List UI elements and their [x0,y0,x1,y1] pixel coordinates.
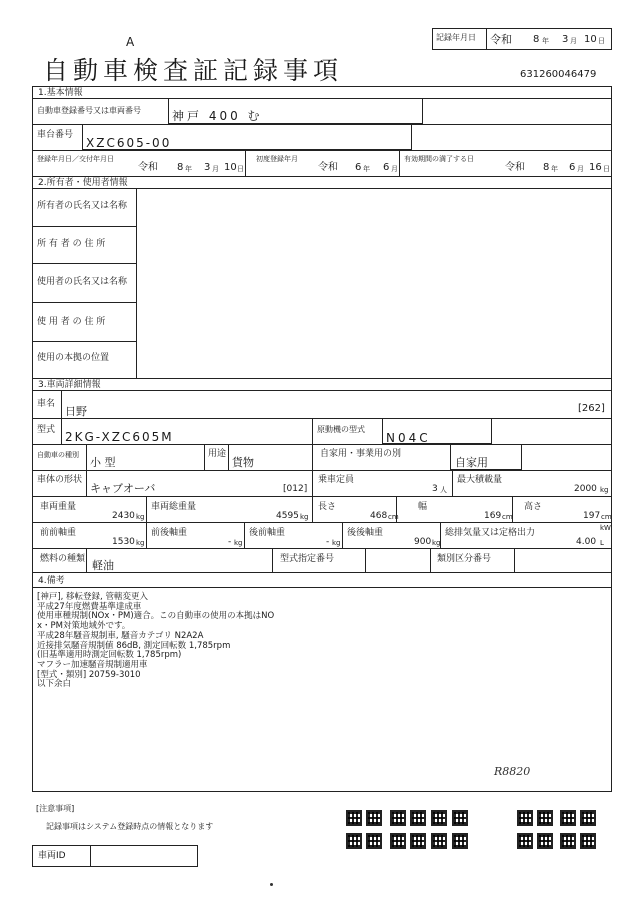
private-commercial-value: 自家用 [455,456,488,469]
notice-text: 記録事項はシステム登録時点の情報となります [46,822,214,831]
qr-code [346,810,362,826]
class-number-label: 類別区分番号 [437,554,492,564]
fuel-label: 燃料の種類 [40,554,86,564]
vehicle-kind-label: 自動車の種別 [37,451,79,459]
use-label: 用途 [208,449,227,459]
base-location-label: 使用の本拠の位置 [37,353,110,363]
section1-heading: 1.基本情報 [38,88,83,98]
remark-line: (旧基準適用時測定回転数 1,785rpm) [37,650,182,661]
record-date-month: 3 [562,34,569,45]
remark-line: [型式・類別] 20759-3010 [37,669,141,680]
remark-line: マフラー加速騒音規制適用車 [37,659,148,670]
qr-code [431,810,447,826]
reg-number-value: 神戸 400 む [172,109,263,123]
qr-code [410,833,426,849]
qr-code [537,833,553,849]
gross-weight-label: 車両総重量 [151,502,197,512]
qr-code [366,810,382,826]
front-front-axle-value: 1530 [112,537,135,547]
car-name-label: 車名 [37,399,56,409]
width-value: 169 [484,511,502,521]
height-label: 高さ [524,502,543,512]
user-address-label: 使 用 者 の 住 所 [37,317,106,327]
vehicle-id-label: 車両ID [38,851,66,861]
qr-code [410,810,426,826]
expiry-era: 令和 [505,162,525,173]
remark-line: x・PM対策地域外です。 [37,621,131,632]
model-label: 型式 [37,425,56,435]
length-value: 468 [370,511,388,521]
max-load-label: 最大積載量 [457,475,503,485]
max-load-value: 2000 [574,484,597,494]
remark-line: 以下余白 [37,679,72,690]
vehicle-weight-value: 2430 [112,511,135,521]
owner-address-label: 所 有 者 の 住 所 [37,239,106,249]
chassis-number-value: XZC605-00 [86,136,172,150]
height-value: 197 [583,511,601,521]
record-date-era: 令和 [490,33,512,46]
qr-code [517,833,533,849]
fuel-value: 軽油 [92,559,114,572]
reg-date-era: 令和 [138,162,158,173]
gross-weight-value: 4595 [276,511,299,521]
capacity-value: 3 [432,484,438,494]
record-date-day: 10 [584,34,597,45]
qr-code [346,833,362,849]
private-commercial-label: 自家用・事業用の別 [320,449,402,459]
handwritten-note: R8820 [494,765,531,778]
document-number: 631260046479 [520,69,597,80]
qr-code [452,833,468,849]
notice-heading: [注意事項] [36,804,75,813]
header-mark: A [126,35,135,49]
record-date-year: 8 [533,34,540,45]
displacement-label: 総排気量又は定格出力 [445,528,536,538]
qr-code [560,810,576,826]
model-value: 2KG-XZC605M [65,430,174,444]
record-date-label: 記録年月日 [436,33,476,42]
qr-code [390,833,406,849]
front-front-axle-label: 前前軸重 [40,528,77,538]
type-designation-label: 型式指定番号 [280,554,335,564]
front-rear-axle-value: - [228,537,232,547]
qr-code [537,810,553,826]
owner-name-label: 所有者の氏名又は名称 [37,201,128,211]
page: A 自動車検査証記録事項 記録年月日 令和 8 年 3 月 10 日 631260046479 1.基本情報 自動車登録番号又は車両番号 神戸 400 む 車台番号 XZC605-00 登録年月日／交付年月日 令和 8 年 3 月 10 日 初度登録年月 令和 6 年 6 月 有効期間の満了する日 令和 8 年 6 月 16 日 2.所有者・使用者情報 所有者の氏名又は名称 所 有 者 の 住 所 使用者の氏名又は名称 使 用 者 の 住 所 使用の本拠の位置 3.車両詳細情報 車名 日野 [262] 型式 2KG-XZC605M 原動機の型式 N04C 自動車の種別 小 型 用途 貨物 自家用・事業用の別 自家用 車体の形状 キャブオーバ [012] 乗車定員 3 人 最大積載量 2000 kg 車両重量 2430 kg 車両総重量 4595 kg 長さ 468 cm 幅 169 cm 高さ 197 cm 前前軸重 1530 kg 前後軸重 - kg 後前軸重 - kg 後後軸重 900 kg 総排気量又は定格出力 4.00 L kW 燃料の種類 軽油 型式指定番号 類別区分番号 4.備考 [神戸], 移転登録, 管轄変更入 平成27年度燃費基準達成車 使用車種規制(NOx・PM)適合。この自動車の使用の本拠はNO x・PM対策地域外です。 平成28年騒音規制車, 騒音カテゴリ N2A2A 近接排気騒音規制値 86dB, 測定回転数 1,785rpm (旧基準適用時測定回転数 1,785rpm) マフラー加速騒音規制適用車 [型式・類別] 20759-3010 以下余白 R8820 [注意事項] 記録事項はシステム登録時点の情報となります 車両ID [0,0,640,906]
car-name-code: [262] [578,403,605,414]
qr-code [580,810,596,826]
engine-model-value: N04C [386,431,431,445]
user-name-label: 使用者の氏名又は名称 [37,277,128,287]
rear-rear-axle-label: 後後軸重 [347,528,384,538]
remark-line: 使用車種規制(NOx・PM)適合。この自動車の使用の本拠はNO [37,611,275,622]
displacement-value: 4.00 [576,537,597,547]
front-rear-axle-label: 前後軸重 [151,528,188,538]
qr-code [517,810,533,826]
first-reg-label: 初度登録年月 [256,155,298,163]
section3-heading: 3.車両詳細情報 [38,380,101,390]
qr-code [390,810,406,826]
rear-rear-axle-value: 900 [414,537,432,547]
section2-heading: 2.所有者・使用者情報 [38,178,128,188]
remark-line: 平成28年騒音規制車, 騒音カテゴリ N2A2A [37,630,204,641]
body-shape-value: キャブオーバ [90,482,156,495]
use-value: 貨物 [232,456,254,469]
qr-code [560,833,576,849]
reg-number-label: 自動車登録番号又は車両番号 [37,106,141,115]
length-label: 長さ [318,502,337,512]
expiry-label: 有効期間の満了する日 [404,155,474,163]
first-reg-era: 令和 [318,162,338,173]
section4-heading: 4.備考 [38,576,65,586]
remark-line: 平成27年度燃費基準達成車 [37,601,142,612]
remark-line: [神戸], 移転登録, 管轄変更入 [37,592,148,602]
body-shape-label: 車体の形状 [37,475,83,485]
car-name-value: 日野 [65,405,87,418]
rear-front-axle-value: - [326,537,330,547]
qr-code [580,833,596,849]
qr-code [431,833,447,849]
vehicle-kind-value: 小 型 [90,456,116,469]
engine-model-label: 原動機の型式 [317,425,365,434]
rear-front-axle-label: 後前軸重 [249,528,286,538]
qr-code [366,833,382,849]
capacity-label: 乗車定員 [318,475,355,485]
document-title: 自動車検査証記録事項 [43,56,344,85]
body-shape-code: [012] [283,484,308,494]
reg-date-label: 登録年月日／交付年月日 [37,155,114,163]
remark-line: 近接排気騒音規制値 86dB, 測定回転数 1,785rpm [37,640,231,651]
vehicle-weight-label: 車両重量 [40,502,77,512]
width-label: 幅 [418,502,428,512]
chassis-number-label: 車台番号 [37,130,74,140]
qr-code [452,810,468,826]
